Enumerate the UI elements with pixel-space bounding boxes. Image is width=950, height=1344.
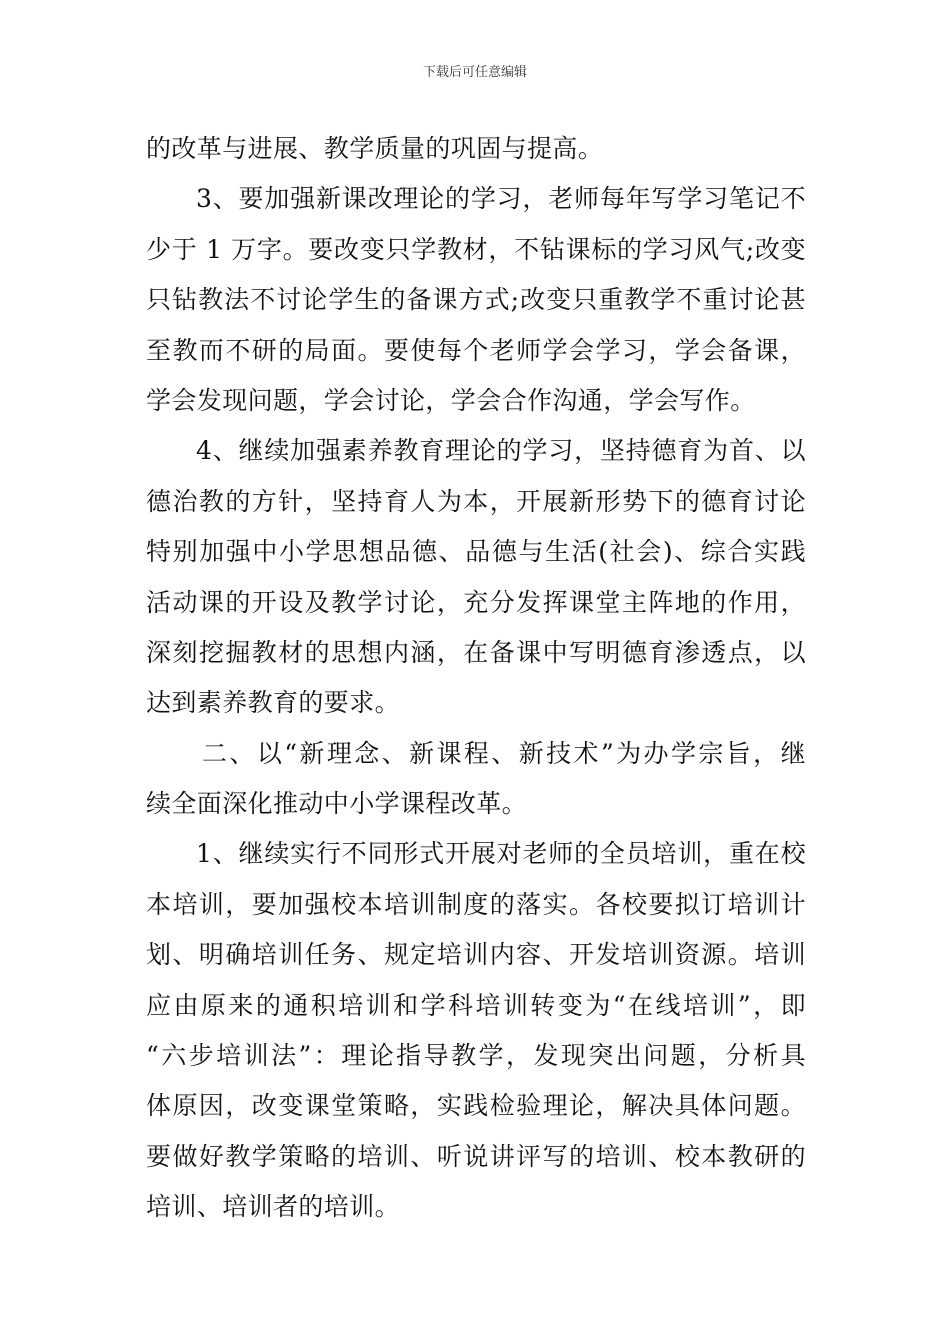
text-line: 至教而不研的局面。要使每个老师学会学习，学会备课， bbox=[146, 335, 806, 365]
text-line: 应由原来的通积培训和学科培训转变为“在线培训”，即 bbox=[146, 990, 806, 1020]
text-line: 3、要加强新课改理论的学习，老师每年写学习笔记不 bbox=[196, 184, 806, 214]
text-line: 学会发现问题，学会讨论，学会合作沟通，学会写作。 bbox=[146, 385, 756, 415]
text-line: 深刻挖掘教材的思想内涵，在备课中写明德育渗透点，以 bbox=[146, 637, 806, 667]
text-line: 的改革与进展、教学质量的巩固与提高。 bbox=[146, 134, 604, 163]
page-header bbox=[0, 64, 950, 82]
section-heading-line: 二、以“新理念、新课程、新技术”为办学宗旨，继 bbox=[202, 738, 806, 768]
text-line: 达到素养教育的要求。 bbox=[146, 688, 401, 718]
text-line: 划、明确培训任务、规定培训内容、开发培训资源。培训 bbox=[146, 940, 806, 970]
text-line: “六步培训法”：理论指导教学，发现突出问题，分析具 bbox=[146, 1041, 806, 1071]
text-line: 活动课的开设及教学讨论，充分发挥课堂主阵地的作用， bbox=[146, 587, 806, 617]
header-note: 下载后可任意编辑 bbox=[422, 65, 527, 80]
text-line: 只钻教法不讨论学生的备课方式;改变只重教学不重讨论甚 bbox=[146, 285, 806, 315]
text-line: 4、继续加强素养教育理论的学习，坚持德育为首、以 bbox=[196, 436, 806, 466]
text-line: 1、继续实行不同形式开展对老师的全员培训，重在校 bbox=[196, 839, 806, 869]
text-line: 特别加强中小学思想品德、品德与生活(社会)、综合实践 bbox=[146, 537, 806, 567]
text-line: 少于 1 万字。要改变只学教材，不钻课标的学习风气;改变 bbox=[146, 234, 806, 264]
text-line: 德治教的方针，坚持育人为本，开展新形势下的德育讨论 bbox=[146, 486, 806, 516]
text-line: 培训、培训者的培训。 bbox=[146, 1192, 401, 1222]
text-line: 本培训，要加强校本培训制度的落实。各校要拟订培训计 bbox=[146, 889, 806, 919]
text-line: 体原因，改变课堂策略，实践检验理论，解决具体问题。 bbox=[146, 1091, 806, 1121]
document-body bbox=[146, 124, 806, 1233]
section-heading-line: 续全面深化推动中小学课程改革。 bbox=[146, 789, 528, 819]
text-line: 要做好教学策略的培训、听说讲评写的培训、校本教研的 bbox=[146, 1141, 806, 1171]
